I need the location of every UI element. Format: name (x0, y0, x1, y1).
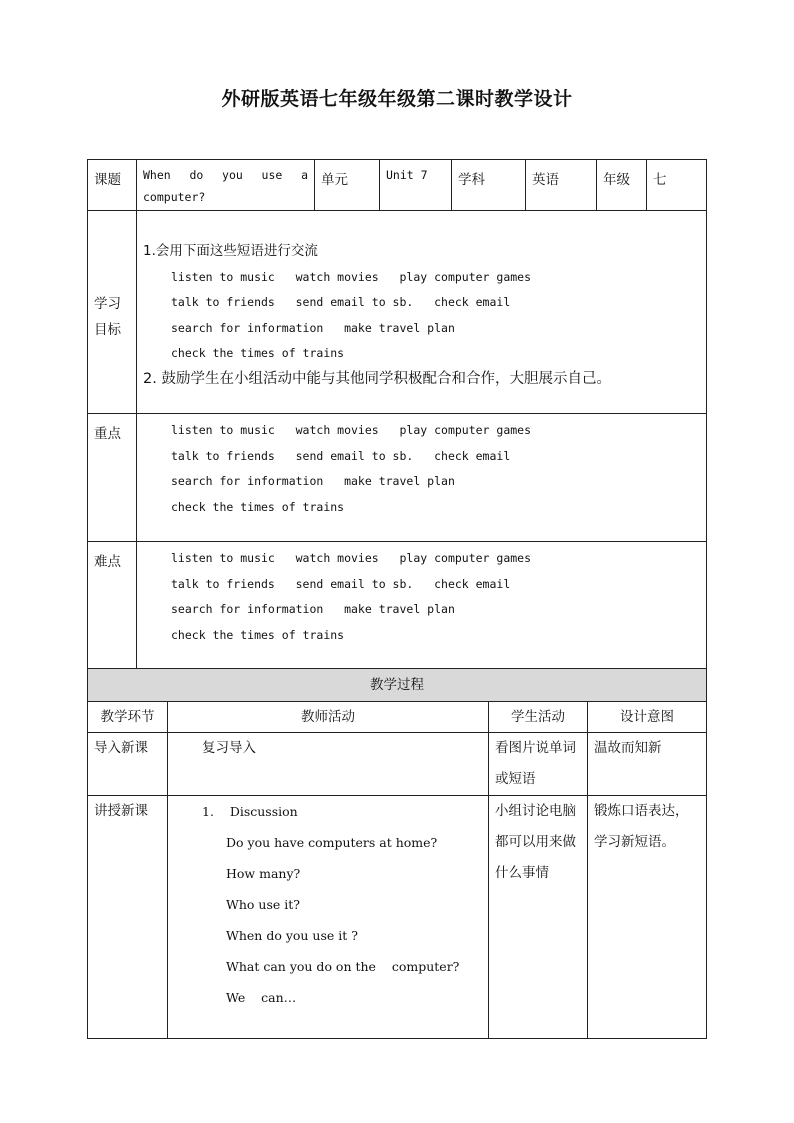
discussion-question: When do you use it ? (226, 928, 358, 943)
topic-value-line2: computer? (143, 190, 206, 204)
goals-phrase: search for information make travel plan (171, 320, 455, 335)
column-header-teacher: 教师活动 (168, 702, 489, 733)
discussion-question: Who use it? (226, 897, 300, 912)
difficulties-label: 难点 (88, 542, 137, 669)
difficulty-phrase: listen to music watch movies play computer games (171, 551, 532, 565)
difficulty-phrase: check the times of trains (171, 627, 345, 642)
key-points-content (137, 414, 707, 542)
goals-content (137, 211, 707, 414)
goals-phrase: talk to friends send email to sb. check email (171, 295, 511, 309)
key-points-row (88, 414, 707, 542)
info-row (88, 160, 707, 211)
grade-value: 七 (647, 160, 707, 211)
difficulties-row (88, 542, 707, 669)
discussion-question: Do you have computers at home? (226, 835, 438, 850)
key-point-phrase: talk to friends send email to sb. check email (171, 448, 511, 463)
topic-value (137, 160, 315, 211)
discussion-question: What can you do on the computer? (226, 959, 460, 974)
process-row-intro (88, 733, 707, 796)
key-point-phrase: listen to music watch movies play computer games (171, 423, 532, 437)
goals-label-line1: 学习 (94, 296, 121, 312)
design-intent-line: 学习新短语。 (594, 834, 675, 850)
student-activity-cell (489, 733, 588, 796)
goals-label-line2: 目标 (94, 322, 121, 338)
discussion-question: We can… (226, 990, 297, 1005)
teacher-activity-cell (168, 796, 489, 1039)
topic-value-line1: When do you use a (143, 168, 308, 182)
teaching-process-table (87, 668, 707, 1039)
column-header-stage: 教学环节 (88, 702, 168, 733)
difficulty-phrase: search for information make travel plan (171, 602, 455, 616)
goals-item-2: 2. 鼓励学生在小组活动中能与其他同学积极配合和合作，大胆展示自己。 (143, 370, 611, 387)
student-activity-line: 看图片说单词 (495, 740, 576, 756)
student-activity-cell (489, 796, 588, 1039)
subject-label: 学科 (452, 160, 526, 211)
process-header-row (88, 669, 707, 702)
design-intent-line: 锻炼口语表达， (594, 803, 689, 819)
stage-cell: 导入新课 (88, 733, 168, 796)
design-intent-cell (588, 796, 707, 1039)
student-activity-line: 或短语 (495, 771, 536, 787)
column-header-intent: 设计意图 (588, 702, 707, 733)
subject-value: 英语 (526, 160, 597, 211)
student-activity-line: 什么事情 (495, 865, 549, 881)
key-points-label: 重点 (88, 414, 137, 542)
goals-label (88, 211, 137, 414)
difficulties-content (137, 542, 707, 669)
unit-value: Unit 7 (380, 160, 452, 211)
grade-label: 年级 (597, 160, 647, 211)
discussion-question: How many? (226, 866, 301, 881)
process-row-new-lesson (88, 796, 707, 1039)
page-title: 外研版英语七年级年级第二课时教学设计 (221, 88, 573, 110)
process-column-headers (88, 702, 707, 733)
design-intent-line: 温故而知新 (594, 740, 662, 756)
process-header: 教学过程 (88, 669, 707, 702)
difficulty-phrase: talk to friends send email to sb. check email (171, 576, 511, 591)
lesson-info-table (87, 159, 707, 669)
goals-item-1: 1.会用下面这些短语进行交流 (143, 243, 318, 259)
goals-phrase: listen to music watch movies play computer games (171, 269, 532, 284)
stage-cell: 讲授新课 (88, 796, 168, 1039)
column-header-student: 学生活动 (489, 702, 588, 733)
key-point-phrase: search for information make travel plan (171, 474, 455, 488)
key-point-phrase: check the times of trains (171, 499, 345, 514)
teacher-activity-cell: 复习导入 (168, 733, 489, 796)
student-activity-line: 小组讨论电脑 (495, 803, 576, 819)
goals-phrase: check the times of trains (171, 346, 345, 360)
design-intent-cell (588, 733, 707, 796)
student-activity-line: 都可以用来做 (495, 834, 576, 850)
unit-label: 单元 (315, 160, 380, 211)
topic-label: 课题 (88, 160, 137, 211)
goals-row (88, 211, 707, 414)
discussion-heading: 1. Discussion (202, 804, 298, 819)
